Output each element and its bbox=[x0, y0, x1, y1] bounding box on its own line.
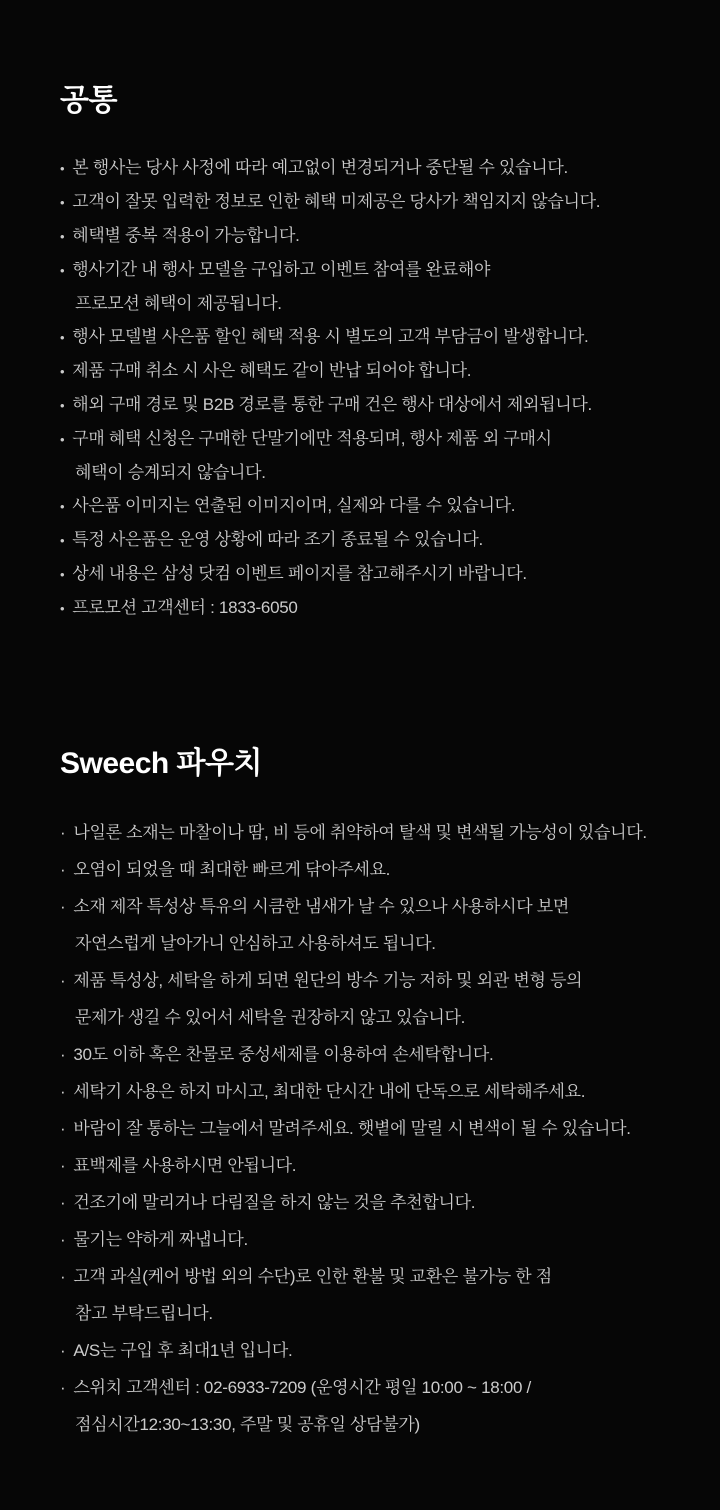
bullet-icon: • bbox=[60, 398, 65, 413]
note-text: 세탁기 사용은 하지 마시고, 최대한 단시간 내에 단독으로 세탁해주세요. bbox=[73, 1082, 586, 1101]
bullet-icon: · bbox=[60, 971, 66, 990]
note-text: 고객이 잘못 입력한 정보로 인한 혜택 미제공은 당사가 책임지지 않습니다. bbox=[72, 192, 601, 211]
note-text: 특정 사은품은 운영 상황에 따라 조기 종료될 수 있습니다. bbox=[72, 530, 483, 549]
note-line bbox=[60, 557, 684, 591]
note-line bbox=[60, 354, 684, 388]
note-text: 제품 구매 취소 시 사은 혜택도 같이 반납 되어야 합니다. bbox=[72, 361, 472, 380]
bullet-icon: · bbox=[60, 897, 66, 916]
list-item bbox=[60, 814, 684, 851]
note-text: 30도 이하 혹은 찬물로 중성세제를 이용하여 손세탁합니다. bbox=[73, 1045, 494, 1064]
list-item bbox=[60, 1369, 684, 1443]
list-item bbox=[60, 219, 684, 253]
section-sweech-pouch bbox=[60, 747, 684, 1443]
note-text: 자연스럽게 날아가니 안심하고 사용하셔도 됩니다. bbox=[75, 934, 436, 953]
note-line-wrapped bbox=[60, 287, 684, 320]
note-line bbox=[60, 814, 684, 851]
note-text: 상세 내용은 삼성 닷컴 이벤트 페이지를 참고해주시기 바랍니다. bbox=[72, 564, 527, 583]
note-line bbox=[60, 185, 684, 219]
bullet-icon: · bbox=[60, 1193, 66, 1212]
note-text: 스위치 고객센터 : 02-6933-7209 (운영시간 평일 10:00 ~ 18:00 / bbox=[73, 1378, 531, 1397]
list-item bbox=[60, 185, 684, 219]
bullet-icon: · bbox=[60, 1341, 66, 1360]
bullet-icon: · bbox=[60, 1119, 66, 1138]
note-text: 물기는 약하게 짜냅니다. bbox=[73, 1230, 248, 1249]
note-line bbox=[60, 1036, 684, 1073]
note-line bbox=[60, 219, 684, 253]
list-item bbox=[60, 1147, 684, 1184]
note-text: 참고 부탁드립니다. bbox=[75, 1304, 213, 1323]
note-line bbox=[60, 1332, 684, 1369]
note-line bbox=[60, 388, 684, 422]
note-text: 혜택별 중복 적용이 가능합니다. bbox=[72, 226, 300, 245]
bullet-icon: · bbox=[60, 1230, 66, 1249]
note-text: 프로모션 혜택이 제공됩니다. bbox=[75, 294, 282, 313]
sweech-pouch-notes-list bbox=[60, 814, 684, 1443]
list-item bbox=[60, 354, 684, 388]
note-line bbox=[60, 851, 684, 888]
list-item bbox=[60, 851, 684, 888]
note-text: A/S는 구입 후 최대1년 입니다. bbox=[73, 1341, 293, 1360]
note-line bbox=[60, 888, 684, 925]
bullet-icon: · bbox=[60, 823, 66, 842]
list-item bbox=[60, 1073, 684, 1110]
note-text: 소재 제작 특성상 특유의 시큼한 냄새가 날 수 있으나 사용하시다 보면 bbox=[73, 897, 570, 916]
bullet-icon: · bbox=[60, 1267, 66, 1286]
list-item bbox=[60, 151, 684, 185]
bullet-icon: · bbox=[60, 1156, 66, 1175]
list-item bbox=[60, 320, 684, 354]
bullet-icon: • bbox=[60, 533, 65, 548]
note-text: 표백제를 사용하시면 안됩니다. bbox=[73, 1156, 297, 1175]
bullet-icon: • bbox=[60, 364, 65, 379]
note-line-wrapped bbox=[60, 1295, 684, 1332]
bullet-icon: • bbox=[60, 601, 65, 616]
bullet-icon: • bbox=[60, 499, 65, 514]
note-line bbox=[60, 1184, 684, 1221]
list-item bbox=[60, 1221, 684, 1258]
note-line bbox=[60, 422, 684, 456]
note-text: 나일론 소재는 마찰이나 땀, 비 등에 취약하여 탈색 및 변색될 가능성이 있습니다. bbox=[73, 823, 647, 842]
note-line bbox=[60, 1369, 684, 1406]
bullet-icon: • bbox=[60, 195, 65, 210]
note-text: 혜택이 승계되지 않습니다. bbox=[75, 463, 266, 482]
list-item bbox=[60, 1184, 684, 1221]
bullet-icon: • bbox=[60, 567, 65, 582]
section-common bbox=[60, 84, 684, 625]
bullet-icon: · bbox=[60, 1378, 66, 1397]
note-text: 본 행사는 당사 사정에 따라 예고없이 변경되거나 중단될 수 있습니다. bbox=[72, 158, 568, 177]
bullet-icon: • bbox=[60, 432, 65, 447]
note-line bbox=[60, 253, 684, 287]
note-line bbox=[60, 962, 684, 999]
note-line bbox=[60, 1073, 684, 1110]
list-item bbox=[60, 591, 684, 625]
list-item bbox=[60, 1036, 684, 1073]
note-line bbox=[60, 489, 684, 523]
note-text: 제품 특성상, 세탁을 하게 되면 원단의 방수 기능 저하 및 외관 변형 등의 bbox=[73, 971, 583, 990]
list-item bbox=[60, 888, 684, 962]
note-text: 오염이 되었을 때 최대한 빠르게 닦아주세요. bbox=[73, 860, 391, 879]
note-line bbox=[60, 1221, 684, 1258]
note-text: 해외 구매 경로 및 B2B 경로를 통한 구매 건은 행사 대상에서 제외됩니다. bbox=[72, 395, 592, 414]
note-text: 건조기에 말리거나 다림질을 하지 않는 것을 추천합니다. bbox=[73, 1193, 476, 1212]
bullet-icon: · bbox=[60, 860, 66, 879]
note-text: 고객 과실(케어 방법 외의 수단)로 인한 환불 및 교환은 불가능 한 점 bbox=[73, 1267, 552, 1286]
bullet-icon: • bbox=[60, 161, 65, 176]
common-notes-list bbox=[60, 151, 684, 625]
list-item bbox=[60, 253, 684, 320]
list-item bbox=[60, 422, 684, 489]
note-text: 사은품 이미지는 연출된 이미지이며, 실제와 다를 수 있습니다. bbox=[72, 496, 516, 515]
list-item bbox=[60, 962, 684, 1036]
note-line-wrapped bbox=[60, 925, 684, 962]
list-item bbox=[60, 523, 684, 557]
note-line bbox=[60, 591, 684, 625]
list-item bbox=[60, 388, 684, 422]
section-common-title: 공통 bbox=[60, 84, 117, 117]
note-text: 행사 모델별 사은품 할인 혜택 적용 시 별도의 고객 부담금이 발생합니다. bbox=[72, 327, 589, 346]
bullet-icon: • bbox=[60, 229, 65, 244]
note-line-wrapped bbox=[60, 999, 684, 1036]
note-line bbox=[60, 1110, 684, 1147]
note-text: 구매 혜택 신청은 구매한 단말기에만 적용되며, 행사 제품 외 구매시 bbox=[72, 429, 552, 448]
list-item bbox=[60, 1332, 684, 1369]
note-line bbox=[60, 523, 684, 557]
bullet-icon: • bbox=[60, 263, 65, 278]
bullet-icon: • bbox=[60, 330, 65, 345]
list-item bbox=[60, 489, 684, 523]
note-line bbox=[60, 1258, 684, 1295]
list-item bbox=[60, 1110, 684, 1147]
note-line bbox=[60, 320, 684, 354]
bullet-icon: · bbox=[60, 1082, 66, 1101]
note-text: 점심시간12:30~13:30, 주말 및 공휴일 상담불가) bbox=[75, 1415, 420, 1434]
list-item bbox=[60, 1258, 684, 1332]
note-text: 바람이 잘 통하는 그늘에서 말려주세요. 햇볕에 말릴 시 변색이 될 수 있습니다. bbox=[73, 1119, 631, 1138]
bullet-icon: · bbox=[60, 1045, 66, 1064]
note-text: 문제가 생길 수 있어서 세탁을 권장하지 않고 있습니다. bbox=[75, 1008, 466, 1027]
section-sweech-pouch-title: Sweech 파우치 bbox=[60, 747, 262, 780]
note-line-wrapped bbox=[60, 456, 684, 489]
note-text: 행사기간 내 행사 모델을 구입하고 이벤트 참여를 완료해야 bbox=[72, 260, 491, 279]
note-line-wrapped bbox=[60, 1406, 684, 1443]
note-line bbox=[60, 151, 684, 185]
list-item bbox=[60, 557, 684, 591]
note-line bbox=[60, 1147, 684, 1184]
note-text: 프로모션 고객센터 : 1833-6050 bbox=[72, 598, 298, 617]
